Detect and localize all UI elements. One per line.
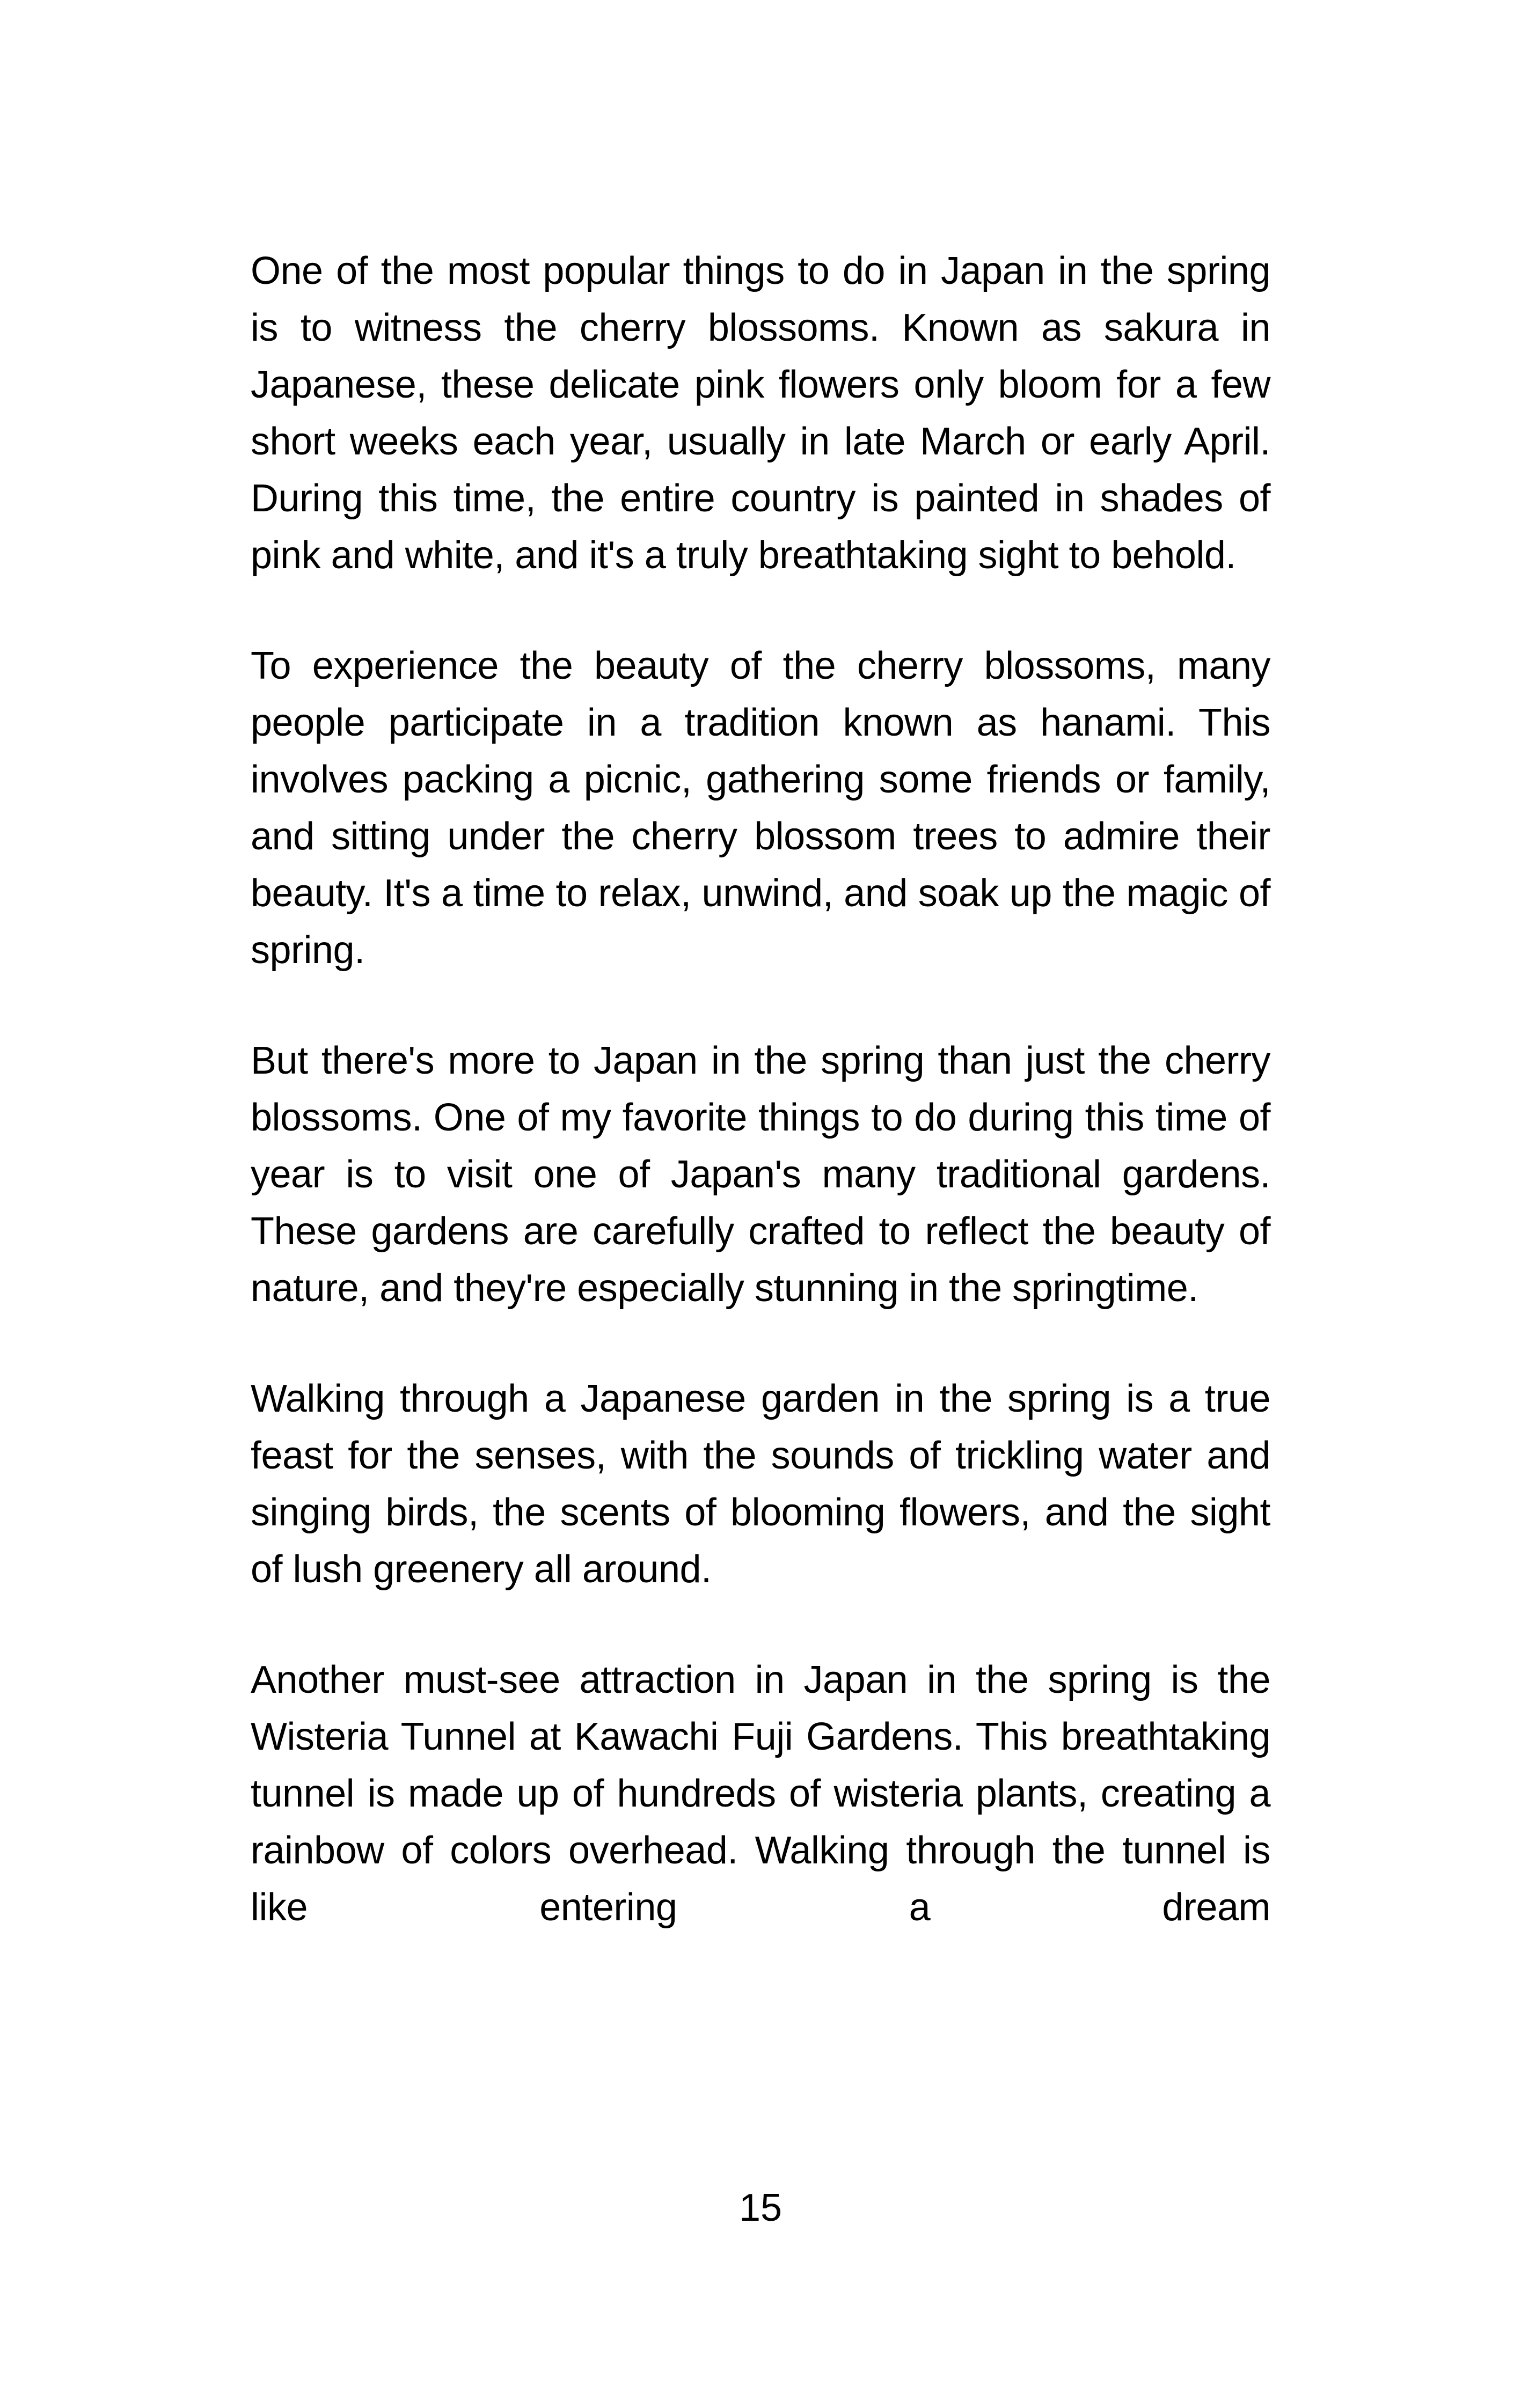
paragraph-cherry-blossoms: One of the most popular things to do in Japan in the spring is to witness the cherry blossoms. Known as sakura in Japanese, these delicate pink flowers only bloom for a few short weeks each year, usually in late March or early April. During this time, the entire country is painted in shades of pink and white, and it's a truly breathtaking sight to behold. (251, 249, 1270, 577)
paragraph-garden-senses: Walking through a Japanese garden in the spring is a true feast for the senses, with the sounds of trickling water and singing birds, the scents of blooming flowers, and the sight of lush greenery all around. (251, 1377, 1270, 1591)
paragraph-traditional-gardens: But there's more to Japan in the spring than just the cherry blossoms. One of my favorite things to do during this time of year is to visit one of Japan's many traditional gardens. These gardens are carefully crafted to reflect the beauty of nature, and they're especially stunning in the springtime. (251, 1039, 1270, 1310)
page-number: 15 (738, 2186, 783, 2229)
paragraph-wisteria-tunnel: Another must-see attraction in Japan in the spring is the Wisteria Tunnel at Kawachi Fuji Gardens. This breathtaking tunnel is made up of hundreds of wisteria plants, creating a rainbow of colors overhead. Walking through the tunnel is like entering a dream (251, 1658, 1270, 1929)
page-body (251, 243, 1270, 1936)
paragraph-hanami: To experience the beauty of the cherry blossoms, many people participate in a tradition known as hanami. This involves packing a picnic, gathering some friends or family, and sitting under the cherry blossom trees to admire their beauty. It's a time to relax, unwind, and soak up the magic of spring. (251, 644, 1270, 972)
